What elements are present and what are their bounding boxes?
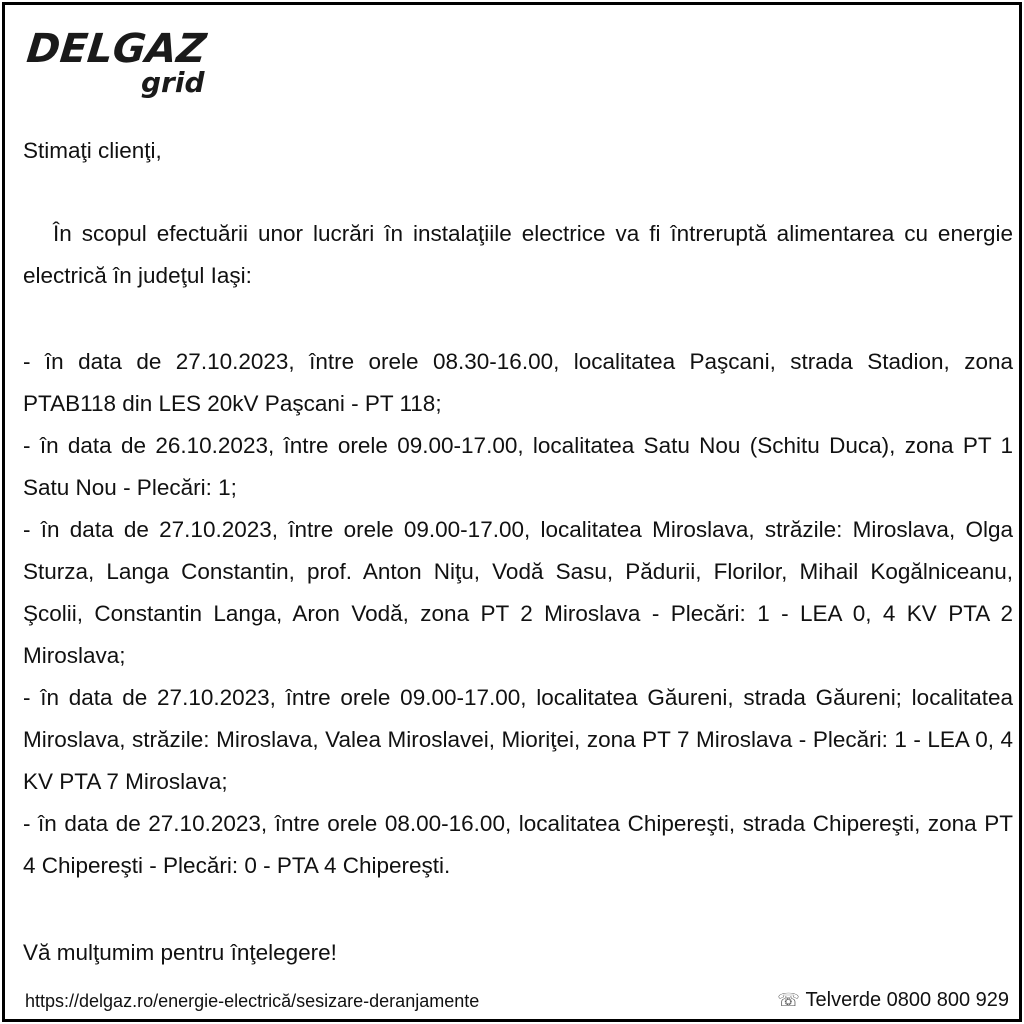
phone-icon: ☏ <box>777 990 800 1010</box>
outage-list <box>23 341 1013 887</box>
phone-number: Telverde 0800 800 929 <box>805 989 1009 1011</box>
intro-paragraph: În scopul efectuării unor lucrări în instalaţiile electrice va fi întreruptă alimentarea cu energie electrică în judeţul Iaşi: <box>23 221 1013 288</box>
closing-thanks: Vă mulţumim pentru înţelegere! <box>23 940 337 965</box>
footer-url-link[interactable]: https://delgaz.ro/energie-electrică/sesizare-deranjamente <box>25 991 480 1011</box>
delgaz-grid-logo <box>24 26 227 101</box>
greeting: Stimaţi clienţi, <box>23 138 162 163</box>
notice-frame <box>2 2 1022 1022</box>
logo-brand: DELGAZ <box>24 26 209 72</box>
outage-item-pascani: - în data de 27.10.2023, între orele 08.30-16.00, localitatea Paşcani, strada Stadion, zona PTAB118 din LES 20kV Paşcani - PT 118; <box>23 349 1013 416</box>
outage-item-satu-nou: - în data de 26.10.2023, între orele 09.00-17.00, localitatea Satu Nou (Schitu Duca), zona PT 1 Satu Nou - Plecări: 1; <box>23 433 1013 500</box>
outage-item-gaureni: - în data de 27.10.2023, între orele 09.00-17.00, localitatea Găureni, strada Găureni; localitatea Miroslava, străzile: Miroslava, Valea Miroslavei, Mioriţei, zona PT 7 Miroslava - Plecări: 1 - LEA 0, 4 KV PTA 7 Miroslava; <box>23 685 1013 794</box>
logo-sub: grid <box>141 66 205 99</box>
footer-phone <box>778 987 1010 1013</box>
outage-item-miroslava-pt2: - în data de 27.10.2023, între orele 09.00-17.00, localitatea Miroslava, străzile: Miroslava, Olga Sturza, Langa Constantin, prof. Anton Niţu, Vodă Sasu, Pădurii, Florilor, Mihail Kogălniceanu, Şcolii, Constantin Langa, Aron Vodă, zona PT 2 Miroslava - Plecări: 1 - LEA 0, 4 KV PTA 2 Miroslava; <box>23 517 1013 668</box>
outage-item-chiperesti: - în data de 27.10.2023, între orele 08.00-16.00, localitatea Chipereşti, strada Chipereşti, zona PT 4 Chipereşti - Plecări: 0 - PTA 4 Chipereşti. <box>23 811 1013 878</box>
